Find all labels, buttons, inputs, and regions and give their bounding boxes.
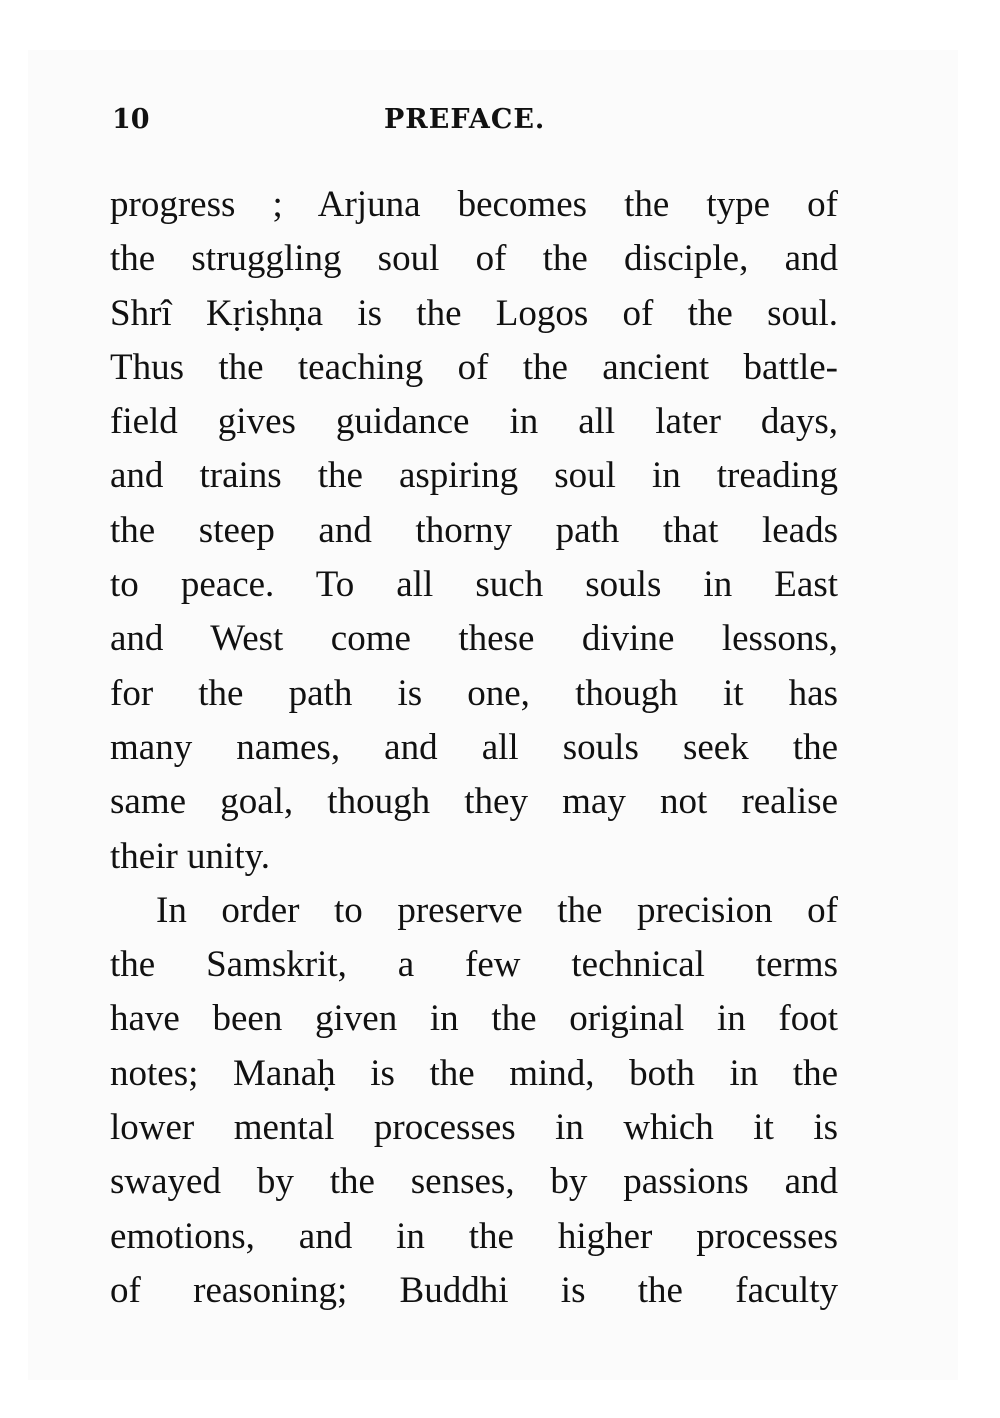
text-line: the steep and thorny path that leads [110, 509, 838, 551]
text-line: their unity. [110, 835, 270, 877]
text-line: and trains the aspiring soul in treading [110, 455, 838, 497]
text-line: swayed by the senses, by passions and [110, 1161, 838, 1203]
text-line: many names, and all souls seek the [110, 726, 838, 768]
paragraph [110, 178, 838, 884]
text-line: lower mental processes in which it is [110, 1107, 838, 1149]
page-body [110, 178, 838, 1318]
text-line: notes; Manaḥ is the mind, both in the [110, 1052, 838, 1094]
running-title: PREFACE. [384, 104, 546, 135]
text-line: to peace. To all such souls in East [110, 564, 838, 606]
text-line: Thus the teaching of the ancient battle- [110, 346, 838, 388]
text-line: progress ; Arjuna becomes the type of [110, 184, 838, 225]
text-line: have been given in the original in foot [110, 998, 838, 1040]
text-line: of reasoning; Buddhi is the faculty [110, 1269, 838, 1311]
text-line: the Samskrit, a few technical terms [110, 944, 838, 986]
text-line: Shrî Kṛiṣhṇa is the Logos of the soul. [110, 292, 838, 334]
text-line: and West come these divine lessons, [110, 618, 838, 660]
running-header [110, 104, 838, 144]
page-number: 10 [112, 104, 150, 135]
text-line: emotions, and in the higher processes [110, 1215, 838, 1257]
text-line: for the path is one, though it has [110, 672, 838, 714]
text-line: In order to preserve the precision of [156, 889, 838, 931]
text-line: the struggling soul of the disciple, and [110, 238, 838, 280]
text-line: same goal, though they may not realise [110, 781, 838, 823]
paragraph [110, 884, 838, 1318]
text-line: field gives guidance in all later days, [110, 401, 838, 443]
